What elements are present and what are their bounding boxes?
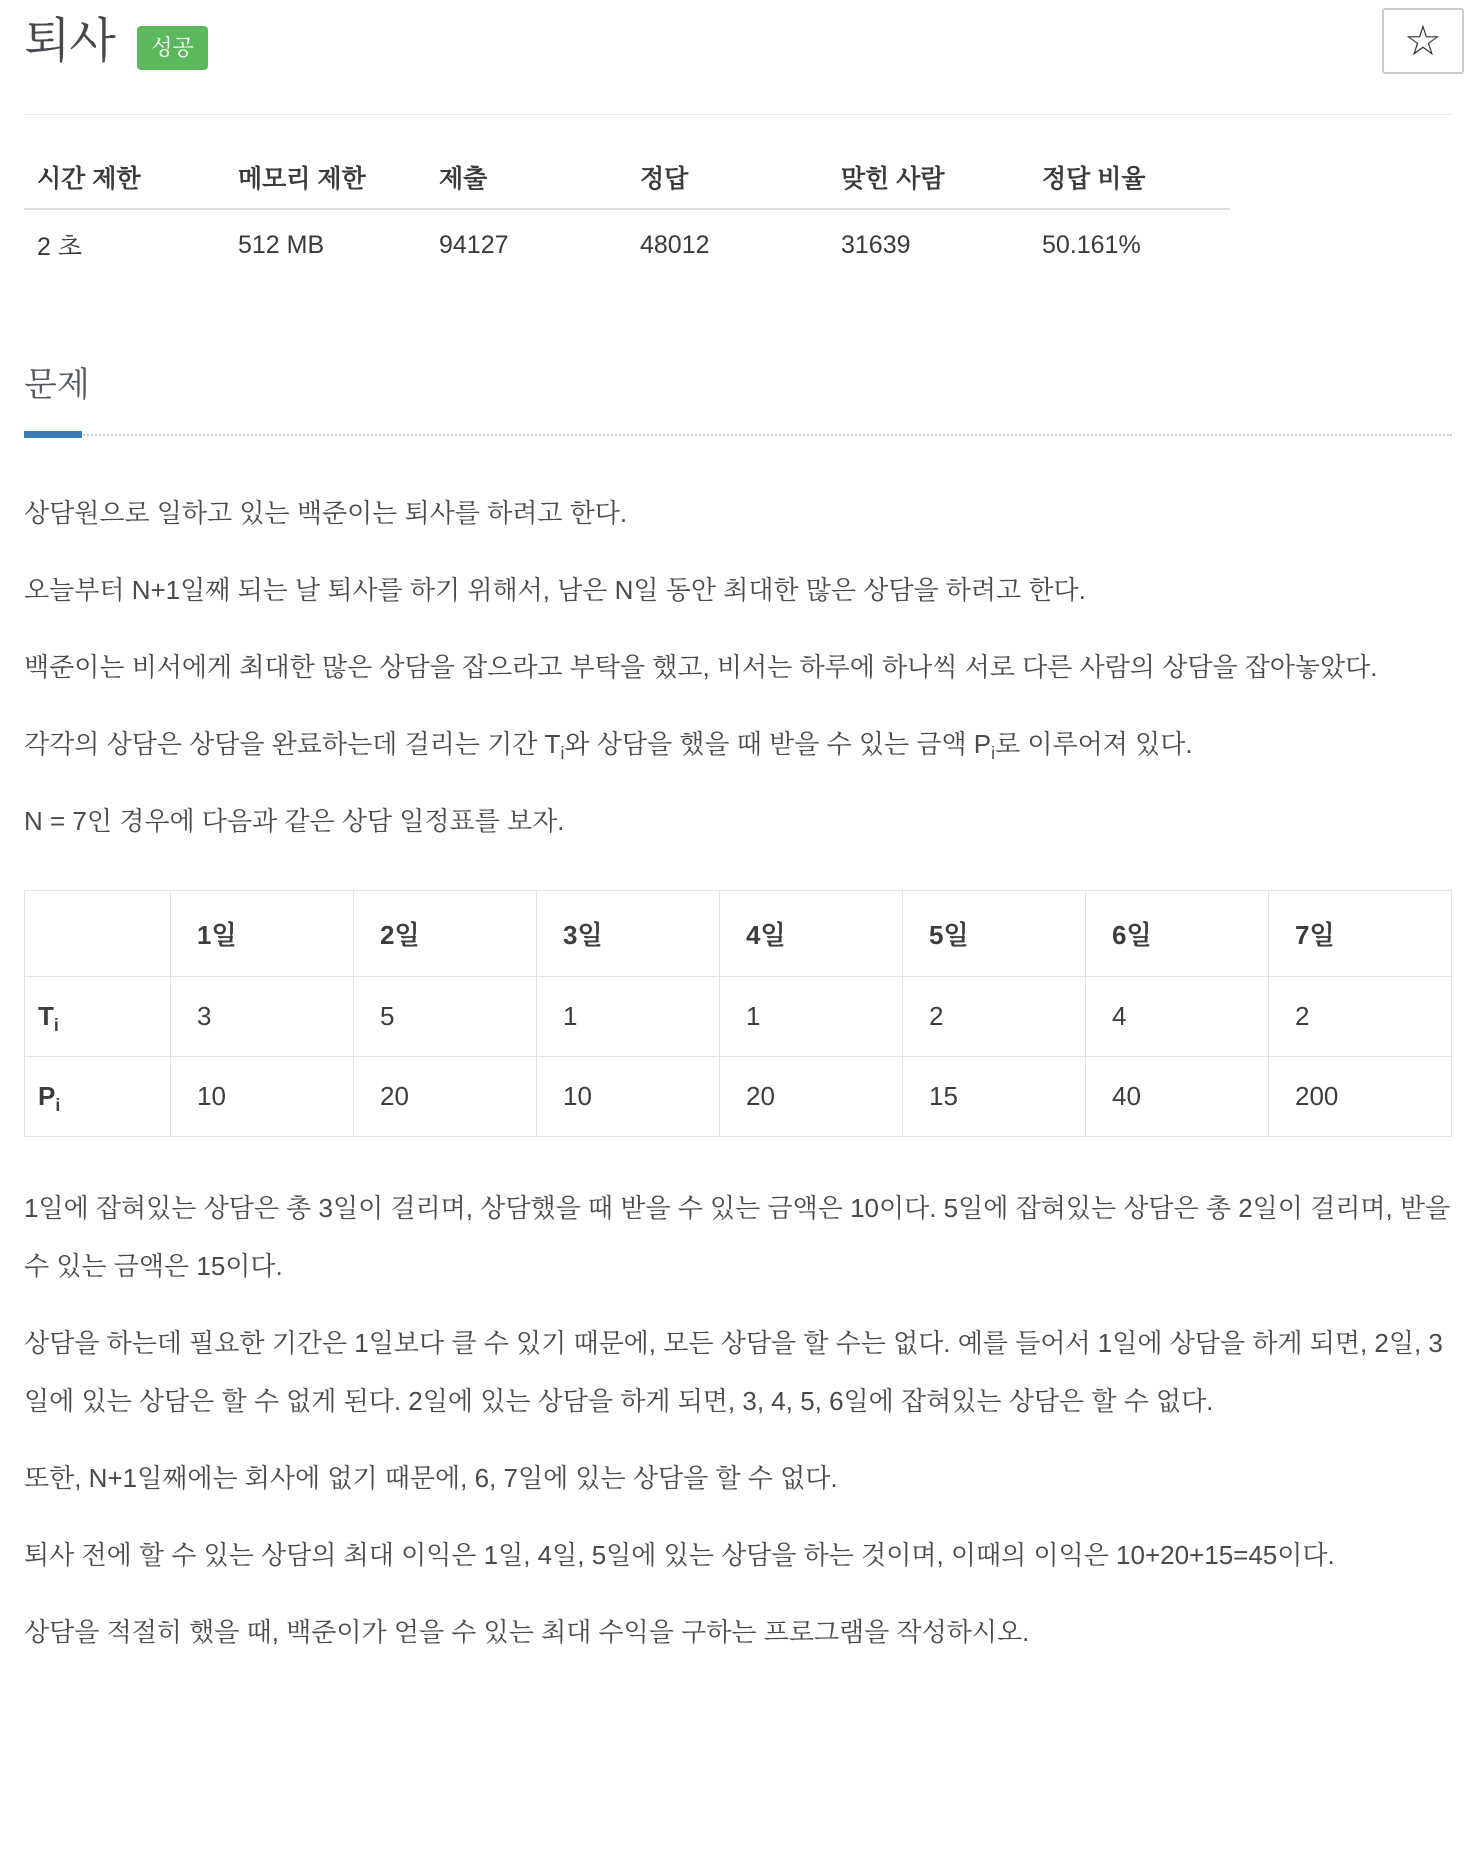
day-header-1: 1일 <box>171 891 354 977</box>
p-value-day-2: 20 <box>354 1057 537 1137</box>
stats-column-memory-limit: 메모리 제한 <box>225 145 426 209</box>
t-row-label-text: T <box>38 1001 54 1032</box>
stats-value-row <box>24 209 1230 276</box>
p-value-day-5: 15 <box>903 1057 1086 1137</box>
problem-paragraph-5: N = 7인 경우에 다음과 같은 상담 일정표를 보자. <box>24 806 565 837</box>
t-row-label <box>25 977 171 1057</box>
paragraph-4-text-b: 와 상담을 했을 때 받을 수 있는 금액 <box>564 729 974 760</box>
problem-paragraph-2: 오늘부터 N+1일째 되는 날 퇴사를 하기 위해서, 남은 N일 동안 최대한 많은 상담을 하려고 한다. <box>24 575 1086 606</box>
problem-paragraph-7: 상담을 하는데 필요한 기간은 1일보다 클 수 있기 때문에, 모든 상담을 할 수는 없다. 예를 들어서 1일에 상담을 하게 되면, 2일, 3일에 있는 상담은 할 수 없게 된다. 2일에 있는 상담을 하게 되면, 3, 4, 5, 6일에 잡혀있는 상담은 할 수 없다. <box>24 1328 1443 1417</box>
stats-column-submissions: 제출 <box>426 145 627 209</box>
problem-paragraph-4 <box>24 715 1452 773</box>
t-variable: T <box>544 729 561 760</box>
p-row <box>25 1057 1452 1137</box>
ratio-value: 50.161% <box>1042 230 1141 259</box>
section-divider <box>24 434 1452 436</box>
problem-title: 퇴사 <box>24 15 115 68</box>
star-icon: ☆ <box>1404 17 1442 64</box>
t-value-day-4: 1 <box>720 977 903 1057</box>
p-value-day-3: 10 <box>537 1057 720 1137</box>
t-value-day-7: 2 <box>1269 977 1452 1057</box>
p-value-day-4: 20 <box>720 1057 903 1137</box>
problem-description <box>24 484 1452 1661</box>
t-value-day-1: 3 <box>171 977 354 1057</box>
problem-paragraph-6: 1일에 잡혀있는 상담은 총 3일이 걸리며, 상담했을 때 받을 수 있는 금액은 10이다. 5일에 잡혀있는 상담은 총 2일이 걸리며, 받을 수 있는 금액은 15이다. <box>24 1193 1451 1282</box>
status-badge: 성공 <box>137 26 208 70</box>
section-accent-bar <box>24 431 82 438</box>
problem-paragraph-8: 또한, N+1일째에는 회사에 없기 때문에, 6, 7일에 있는 상담을 할 수 없다. <box>24 1463 838 1494</box>
submissions-value: 94127 <box>439 230 509 259</box>
problem-paragraph-10: 상담을 적절히 했을 때, 백준이가 얻을 수 있는 최대 수익을 구하는 프로그램을 작성하시오. <box>24 1617 1030 1648</box>
p-row-label <box>25 1057 171 1137</box>
day-header-6: 6일 <box>1086 891 1269 977</box>
favorite-button[interactable] <box>1382 8 1464 74</box>
day-header-4: 4일 <box>720 891 903 977</box>
solvers-value: 31639 <box>841 230 911 259</box>
page-header <box>24 14 1452 84</box>
schedule-table <box>24 890 1452 1137</box>
stats-header-row <box>24 145 1230 209</box>
stats-table <box>24 145 1230 276</box>
p-value-day-7: 200 <box>1269 1057 1452 1137</box>
t-variable-subscript: i <box>560 743 565 764</box>
p-row-label-text: P <box>38 1081 56 1112</box>
day-header-2: 2일 <box>354 891 537 977</box>
t-row <box>25 977 1452 1057</box>
accepted-value: 48012 <box>640 230 710 259</box>
p-value-day-6: 40 <box>1086 1057 1269 1137</box>
t-value-day-5: 2 <box>903 977 1086 1057</box>
stats-column-time-limit: 시간 제한 <box>24 145 225 209</box>
p-row-label-subscript: i <box>55 1095 61 1116</box>
p-value-day-1: 10 <box>171 1057 354 1137</box>
problem-paragraph-3: 백준이는 비서에게 최대한 많은 상담을 잡으라고 부탁을 했고, 비서는 하루에 하나씩 서로 다른 사람의 상담을 잡아놓았다. <box>24 652 1378 683</box>
t-value-day-6: 4 <box>1086 977 1269 1057</box>
problem-paragraph-1: 상담원으로 일하고 있는 백준이는 퇴사를 하려고 한다. <box>24 498 628 529</box>
p-variable-subscript: i <box>991 743 996 764</box>
time-limit-value: 2 초 <box>37 233 82 261</box>
t-value-day-3: 1 <box>537 977 720 1057</box>
day-header-7: 7일 <box>1269 891 1452 977</box>
day-header-3: 3일 <box>537 891 720 977</box>
stats-column-accepted: 정답 <box>627 145 828 209</box>
memory-limit-value: 512 MB <box>238 230 325 259</box>
problem-paragraph-9: 퇴사 전에 할 수 있는 상담의 최대 이익은 1일, 4일, 5일에 있는 상담을 하는 것이며, 이때의 이익은 10+20+15=45이다. <box>24 1540 1335 1571</box>
paragraph-4-text-a: 각각의 상담은 상담을 완료하는데 걸리는 기간 <box>24 729 545 760</box>
schedule-corner-cell <box>25 891 171 977</box>
day-header-5: 5일 <box>903 891 1086 977</box>
p-variable: P <box>973 729 992 760</box>
schedule-header-row <box>25 891 1452 977</box>
stats-column-ratio: 정답 비율 <box>1029 145 1230 209</box>
header-divider <box>24 114 1452 115</box>
t-row-label-subscript: i <box>53 1015 59 1036</box>
paragraph-4-text-c: 로 이루어져 있다. <box>995 729 1193 760</box>
stats-column-solvers: 맞힌 사람 <box>828 145 1029 209</box>
t-value-day-2: 5 <box>354 977 537 1057</box>
section-heading-problem: 문제 <box>24 366 90 404</box>
